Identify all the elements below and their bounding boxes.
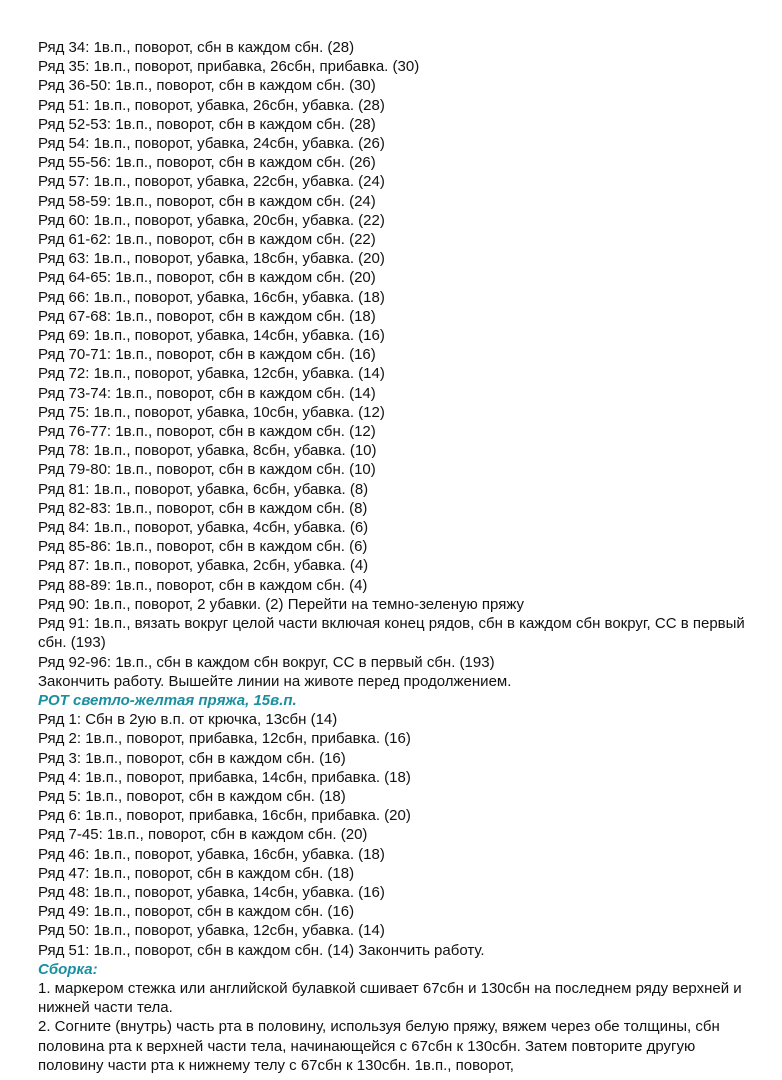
mouth-row: Ряд 48: 1в.п., поворот, убавка, 14сбн, убавка. (16) [38, 883, 385, 901]
pattern-row: Ряд 35: 1в.п., поворот, прибавка, 26сбн, прибавка. (30) [38, 58, 420, 76]
assembly-step: 2. Согните (внутрь) часть рта в половину, используя белую пряжу, вяжем через обе толщины, сбн половина рта к верхней части тела, начинающейся с 67сбн к 130сбн. Затем повторите другую половину части рта к нижнему телу с 67сбн к 130сбн. 1в.п., поворот, [38, 1018, 720, 1074]
pattern-row: Ряд 78: 1в.п., поворот, убавка, 8сбн, убавка. (10) [38, 442, 377, 460]
pattern-row: Ряд 87: 1в.п., поворот, убавка, 2сбн, убавка. (4) [38, 557, 369, 575]
mouth-row: Ряд 1: Сбн в 2ую в.п. от крючка, 13сбн (14) [38, 711, 338, 729]
pattern-row: Ряд 76-77: 1в.п., поворот, сбн в каждом сбн. (12) [38, 423, 376, 441]
mouth-heading: РОТ светло-желтая пряжа, 15в.п. [38, 691, 297, 709]
pattern-row: Ряд 36-50: 1в.п., поворот, сбн в каждом сбн. (30) [38, 77, 376, 95]
mouth-row: Ряд 3: 1в.п., поворот, сбн в каждом сбн. (16) [38, 749, 346, 767]
pattern-row: Ряд 61-62: 1в.п., поворот, сбн в каждом сбн. (22) [38, 231, 376, 249]
pattern-row: Ряд 34: 1в.п., поворот, сбн в каждом сбн. (28) [38, 39, 355, 56]
mouth-row: Ряд 7-45: 1в.п., поворот, сбн в каждом сбн. (20) [38, 826, 368, 844]
pattern-row: Ряд 91: 1в.п., вязать вокруг целой части включая конец рядов, сбн в каждом сбн вокруг, СС в первый сбн. (193) [38, 615, 749, 652]
mouth-row: Ряд 51: 1в.п., поворот, сбн в каждом сбн. (14) Закончить работу. [38, 941, 485, 959]
mouth-row: Ряд 50: 1в.п., поворот, убавка, 12сбн, убавка. (14) [38, 922, 385, 940]
pattern-row: Ряд 63: 1в.п., поворот, убавка, 18сбн, убавка. (20) [38, 250, 385, 268]
pattern-row: Ряд 73-74: 1в.п., поворот, сбн в каждом сбн. (14) [38, 384, 376, 402]
pattern-row: Ряд 92-96: 1в.п., сбн в каждом сбн вокруг, СС в первый сбн. (193) [38, 653, 495, 671]
pattern-row: Ряд 58-59: 1в.п., поворот, сбн в каждом сбн. (24) [38, 192, 376, 210]
pattern-row: Ряд 66: 1в.п., поворот, убавка, 16сбн, убавка. (18) [38, 288, 385, 306]
pattern-row: Ряд 88-89: 1в.п., поворот, сбн в каждом сбн. (4) [38, 576, 368, 594]
pattern-row: Ряд 67-68: 1в.п., поворот, сбн в каждом сбн. (18) [38, 307, 376, 325]
pattern-row: Ряд 54: 1в.п., поворот, убавка, 24сбн, убавка. (26) [38, 135, 385, 153]
pattern-row: Ряд 84: 1в.п., поворот, убавка, 4сбн, убавка. (6) [38, 519, 369, 537]
mouth-row: Ряд 5: 1в.п., поворот, сбн в каждом сбн. (18) [38, 787, 346, 805]
pattern-row: Ряд 70-71: 1в.п., поворот, сбн в каждом сбн. (16) [38, 346, 376, 364]
assembly-heading: Сборка: [38, 960, 98, 978]
pattern-row: Ряд 51: 1в.п., поворот, убавка, 26сбн, убавка. (28) [38, 96, 385, 114]
mouth-row: Ряд 4: 1в.п., поворот, прибавка, 14сбн, прибавка. (18) [38, 768, 411, 786]
pattern-row: Ряд 69: 1в.п., поворот, убавка, 14сбн, убавка. (16) [38, 327, 385, 345]
pattern-row: Закончить работу. Вышейте линии на животе перед продолжением. [38, 672, 512, 690]
mouth-row: Ряд 6: 1в.п., поворот, прибавка, 16сбн, прибавка. (20) [38, 807, 411, 825]
body-rows-section [38, 38, 754, 691]
pattern-row: Ряд 85-86: 1в.п., поворот, сбн в каждом сбн. (6) [38, 538, 368, 556]
pattern-row: Ряд 57: 1в.п., поворот, убавка, 22сбн, убавка. (24) [38, 173, 385, 191]
pattern-row: Ряд 90: 1в.п., поворот, 2 убавки. (2) Перейти на темно-зеленую пряжу [38, 595, 525, 613]
assembly-section [38, 979, 754, 1075]
pattern-row: Ряд 72: 1в.п., поворот, убавка, 12сбн, убавка. (14) [38, 365, 385, 383]
pattern-row: Ряд 60: 1в.п., поворот, убавка, 20сбн, убавка. (22) [38, 211, 385, 229]
pattern-row: Ряд 64-65: 1в.п., поворот, сбн в каждом сбн. (20) [38, 269, 376, 287]
pattern-row: Ряд 75: 1в.п., поворот, убавка, 10сбн, убавка. (12) [38, 403, 385, 421]
pattern-row: Ряд 79-80: 1в.п., поворот, сбн в каждом сбн. (10) [38, 461, 376, 479]
pattern-row: Ряд 81: 1в.п., поворот, убавка, 6сбн, убавка. (8) [38, 480, 369, 498]
assembly-step: 1. маркером стежка или английской булавкой сшивает 67сбн и 130сбн на последнем ряду верхней и нижней части тела. [38, 979, 742, 1017]
mouth-row: Ряд 49: 1в.п., поворот, сбн в каждом сбн. (16) [38, 903, 355, 921]
mouth-row: Ряд 46: 1в.п., поворот, убавка, 16сбн, убавка. (18) [38, 845, 385, 863]
pattern-row: Ряд 52-53: 1в.п., поворот, сбн в каждом сбн. (28) [38, 115, 376, 133]
mouth-rows-section [38, 710, 754, 960]
mouth-row: Ряд 2: 1в.п., поворот, прибавка, 12сбн, прибавка. (16) [38, 730, 411, 748]
pattern-row: Ряд 55-56: 1в.п., поворот, сбн в каждом сбн. (26) [38, 154, 376, 172]
mouth-row: Ряд 47: 1в.п., поворот, сбн в каждом сбн. (18) [38, 864, 355, 882]
pattern-row: Ряд 82-83: 1в.п., поворот, сбн в каждом сбн. (8) [38, 499, 368, 517]
